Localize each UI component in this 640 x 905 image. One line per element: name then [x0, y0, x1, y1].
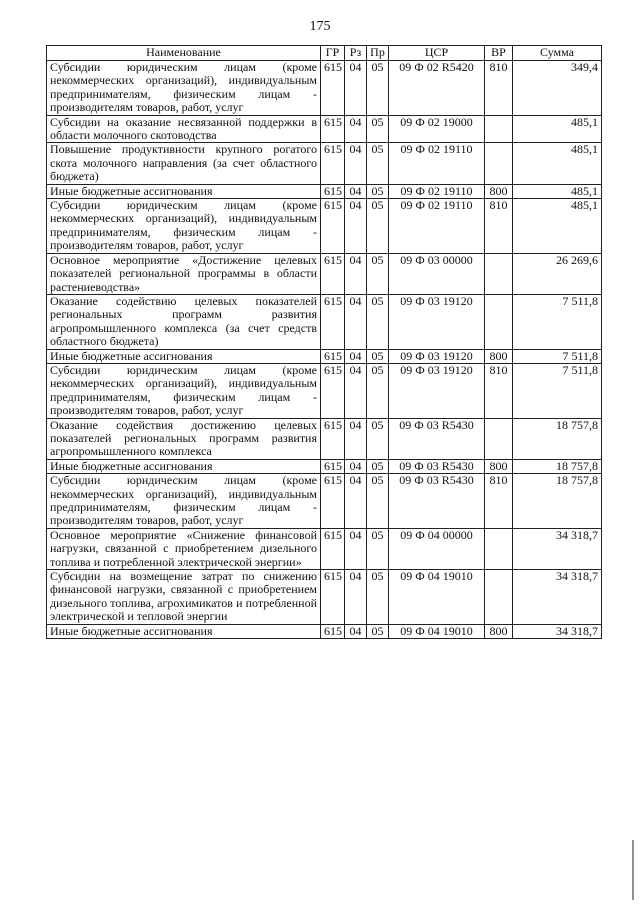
header-csr: ЦСР [389, 46, 485, 61]
cell-name: Субсидии на возмещение затрат по снижению финансовой нагрузки, связанной с приобретением дизельного топлива, агрохимикатов и потребленной электрической и тепловой энергии [47, 570, 321, 625]
cell-rz: 04 [345, 570, 367, 625]
cell-pr: 05 [367, 143, 389, 184]
cell-pr: 05 [367, 570, 389, 625]
cell-vr [485, 528, 513, 569]
table-row [47, 624, 602, 638]
cell-sum: 349,4 [513, 61, 602, 116]
cell-gr: 615 [321, 528, 345, 569]
cell-sum: 18 757,8 [513, 459, 602, 473]
table-row [47, 528, 602, 569]
cell-sum: 7 511,8 [513, 363, 602, 418]
cell-name: Основное мероприятие «Снижение финансовой нагрузки, связанной с приобретением дизельного топлива и потребленной электрической энергии» [47, 528, 321, 569]
cell-name: Оказание содействия достижению целевых показателей региональных программ развития агропромышленного комплекса [47, 418, 321, 459]
header-rz: Рз [345, 46, 367, 61]
cell-csr: 09 Ф 04 19010 [389, 570, 485, 625]
cell-rz: 04 [345, 363, 367, 418]
cell-gr: 615 [321, 253, 345, 294]
cell-sum: 34 318,7 [513, 624, 602, 638]
cell-sum: 485,1 [513, 199, 602, 254]
cell-csr: 09 Ф 03 00000 [389, 253, 485, 294]
cell-csr: 09 Ф 02 19110 [389, 143, 485, 184]
cell-vr: 810 [485, 61, 513, 116]
cell-sum: 485,1 [513, 184, 602, 198]
cell-pr: 05 [367, 294, 389, 349]
cell-name: Субсидии юридическим лицам (кроме некоммерческих организаций), индивидуальным предпринимателям, физическим лицам - производителям товаров, работ, услуг [47, 199, 321, 254]
cell-name: Оказание содействию целевых показателей региональных программ развития агропромышленного комплекса (за счет средств областного бюджета) [47, 294, 321, 349]
cell-pr: 05 [367, 61, 389, 116]
cell-sum: 485,1 [513, 143, 602, 184]
cell-rz: 04 [345, 294, 367, 349]
cell-rz: 04 [345, 199, 367, 254]
cell-pr: 05 [367, 253, 389, 294]
table-row [47, 115, 602, 143]
cell-name: Субсидии юридическим лицам (кроме некоммерческих организаций), индивидуальным предпринимателям, физическим лицам - производителям товаров, работ, услуг [47, 363, 321, 418]
cell-name: Повышение продуктивности крупного рогатого скота молочного направления (за счет областного бюджета) [47, 143, 321, 184]
cell-gr: 615 [321, 459, 345, 473]
cell-name: Основное мероприятие «Достижение целевых показателей региональной программы в области растениеводства» [47, 253, 321, 294]
cell-vr [485, 294, 513, 349]
cell-pr: 05 [367, 624, 389, 638]
cell-gr: 615 [321, 61, 345, 116]
cell-sum: 18 757,8 [513, 474, 602, 529]
cell-sum: 34 318,7 [513, 528, 602, 569]
table-row [47, 294, 602, 349]
cell-gr: 615 [321, 294, 345, 349]
cell-gr: 615 [321, 363, 345, 418]
cell-rz: 04 [345, 115, 367, 143]
header-vr: ВР [485, 46, 513, 61]
cell-pr: 05 [367, 115, 389, 143]
budget-table [46, 45, 602, 639]
cell-sum: 485,1 [513, 115, 602, 143]
cell-csr: 09 Ф 03 R5430 [389, 418, 485, 459]
cell-rz: 04 [345, 349, 367, 363]
cell-gr: 615 [321, 349, 345, 363]
cell-pr: 05 [367, 199, 389, 254]
cell-name: Иные бюджетные ассигнования [47, 624, 321, 638]
cell-csr: 09 Ф 02 19000 [389, 115, 485, 143]
cell-gr: 615 [321, 115, 345, 143]
cell-csr: 09 Ф 02 19110 [389, 199, 485, 254]
cell-rz: 04 [345, 143, 367, 184]
table-row [47, 199, 602, 254]
cell-csr: 09 Ф 02 19110 [389, 184, 485, 198]
cell-pr: 05 [367, 459, 389, 473]
header-sum: Сумма [513, 46, 602, 61]
cell-pr: 05 [367, 184, 389, 198]
cell-rz: 04 [345, 184, 367, 198]
cell-sum: 34 318,7 [513, 570, 602, 625]
header-gr: ГР [321, 46, 345, 61]
cell-gr: 615 [321, 474, 345, 529]
cell-vr: 800 [485, 624, 513, 638]
cell-csr: 09 Ф 04 19010 [389, 624, 485, 638]
table-header-row [47, 46, 602, 61]
table-row [47, 253, 602, 294]
table-row [47, 184, 602, 198]
cell-vr [485, 418, 513, 459]
cell-name: Иные бюджетные ассигнования [47, 184, 321, 198]
cell-csr: 09 Ф 03 R5430 [389, 459, 485, 473]
cell-rz: 04 [345, 459, 367, 473]
table-row [47, 363, 602, 418]
cell-csr: 09 Ф 04 00000 [389, 528, 485, 569]
cell-gr: 615 [321, 418, 345, 459]
cell-sum: 7 511,8 [513, 349, 602, 363]
cell-rz: 04 [345, 474, 367, 529]
cell-name: Субсидии юридическим лицам (кроме некоммерческих организаций), индивидуальным предпринимателям, физическим лицам - производителям товаров, работ, услуг [47, 61, 321, 116]
table-row [47, 61, 602, 116]
scan-edge-mark [632, 840, 634, 900]
cell-pr: 05 [367, 528, 389, 569]
cell-name: Иные бюджетные ассигнования [47, 349, 321, 363]
cell-sum: 7 511,8 [513, 294, 602, 349]
cell-name: Иные бюджетные ассигнования [47, 459, 321, 473]
cell-vr [485, 143, 513, 184]
cell-gr: 615 [321, 199, 345, 254]
cell-gr: 615 [321, 143, 345, 184]
cell-gr: 615 [321, 570, 345, 625]
table-row [47, 349, 602, 363]
cell-pr: 05 [367, 349, 389, 363]
cell-vr [485, 570, 513, 625]
header-name: Наименование [47, 46, 321, 61]
cell-name: Субсидии юридическим лицам (кроме некоммерческих организаций), индивидуальным предпринимателям, физическим лицам - производителям товаров, работ, услуг [47, 474, 321, 529]
cell-vr: 810 [485, 474, 513, 529]
cell-vr: 810 [485, 199, 513, 254]
cell-rz: 04 [345, 624, 367, 638]
cell-rz: 04 [345, 61, 367, 116]
cell-pr: 05 [367, 363, 389, 418]
cell-csr: 09 Ф 03 19120 [389, 294, 485, 349]
cell-rz: 04 [345, 418, 367, 459]
cell-csr: 09 Ф 02 R5420 [389, 61, 485, 116]
page-number: 175 [309, 19, 331, 34]
cell-pr: 05 [367, 474, 389, 529]
cell-sum: 26 269,6 [513, 253, 602, 294]
cell-sum: 18 757,8 [513, 418, 602, 459]
cell-name: Субсидии на оказание несвязанной поддержки в области молочного скотоводства [47, 115, 321, 143]
cell-vr: 800 [485, 459, 513, 473]
cell-csr: 09 Ф 03 R5430 [389, 474, 485, 529]
cell-rz: 04 [345, 253, 367, 294]
cell-vr: 800 [485, 184, 513, 198]
cell-vr: 800 [485, 349, 513, 363]
cell-rz: 04 [345, 528, 367, 569]
table-row [47, 570, 602, 625]
table-row [47, 418, 602, 459]
cell-vr [485, 253, 513, 294]
cell-gr: 615 [321, 624, 345, 638]
table-row [47, 474, 602, 529]
cell-pr: 05 [367, 418, 389, 459]
header-pr: Пр [367, 46, 389, 61]
table-row [47, 143, 602, 184]
cell-csr: 09 Ф 03 19120 [389, 349, 485, 363]
cell-csr: 09 Ф 03 19120 [389, 363, 485, 418]
table-row [47, 459, 602, 473]
cell-gr: 615 [321, 184, 345, 198]
cell-vr: 810 [485, 363, 513, 418]
cell-vr [485, 115, 513, 143]
